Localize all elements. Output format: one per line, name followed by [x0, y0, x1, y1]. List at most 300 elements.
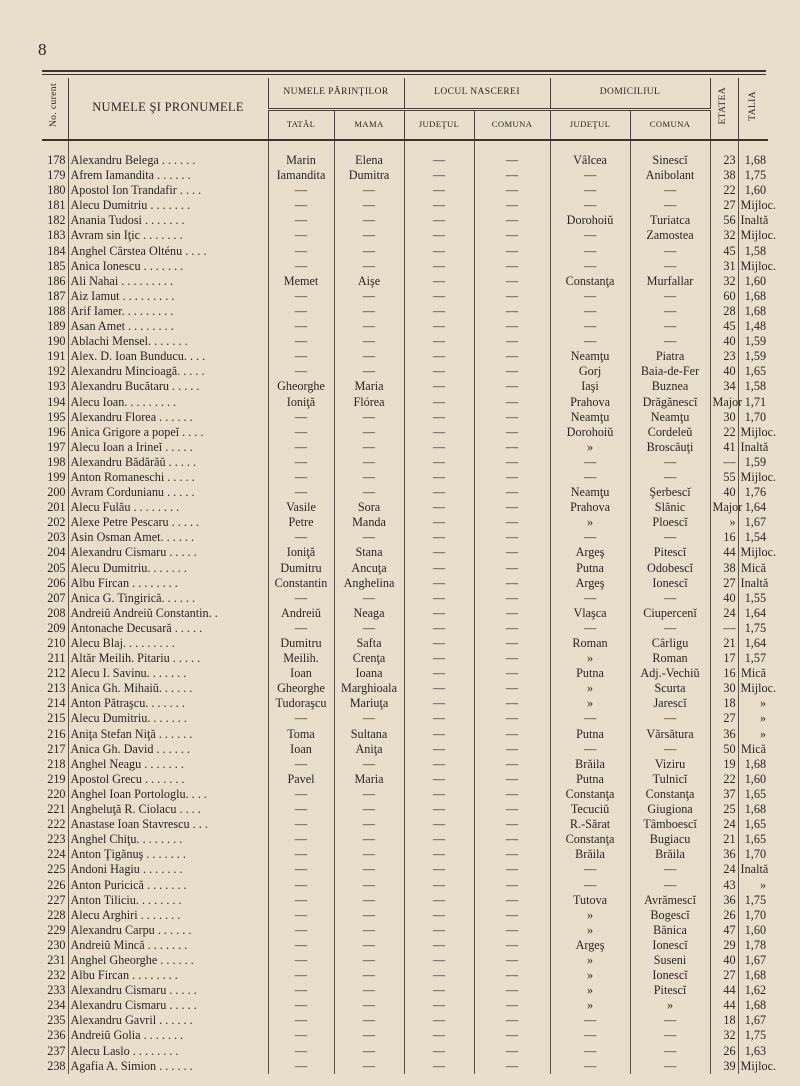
- mother-name: Stana: [334, 545, 404, 560]
- person-name: Albu Fircan . . . . . . . .: [68, 576, 268, 591]
- mother-name: —: [334, 802, 404, 817]
- domicile-commune: Baia-de-Fer: [630, 364, 710, 379]
- father-name: Dumitru: [268, 636, 334, 651]
- row-number: 201: [42, 500, 68, 515]
- row-number: 232: [42, 968, 68, 983]
- table-row: [42, 968, 768, 983]
- height: 1,64: [744, 605, 767, 620]
- father-name: Marin: [268, 153, 334, 168]
- row-number: 235: [42, 1013, 68, 1028]
- row-number: 202: [42, 515, 68, 530]
- domicile-county: »: [550, 515, 630, 530]
- father-name: —: [268, 410, 334, 425]
- father-name: —: [268, 470, 334, 485]
- row-number: 228: [42, 908, 68, 923]
- person-name: Alexandru Cismaru . . . . .: [68, 998, 268, 1013]
- mother-name: —: [334, 1028, 404, 1043]
- person-name: Alecu Dumitriu. . . . . . .: [68, 711, 268, 726]
- domicile-county: Dorohoiŭ: [550, 213, 630, 228]
- table-row: [42, 757, 768, 772]
- height: »: [759, 877, 767, 892]
- table-row: [42, 953, 768, 968]
- mother-name: —: [334, 938, 404, 953]
- age: 38: [710, 561, 738, 576]
- mother-name: —: [334, 530, 404, 545]
- birth-county: —: [404, 379, 474, 394]
- birth-commune: —: [474, 711, 550, 726]
- height: 1,58: [744, 379, 767, 394]
- domicile-commune: —: [630, 878, 710, 893]
- father-name: —: [268, 847, 334, 862]
- table-row: [42, 878, 768, 893]
- domicile-commune: —: [630, 862, 710, 877]
- table-row: [42, 198, 768, 213]
- person-name: Anghel Ioan Portologlu. . . .: [68, 787, 268, 802]
- father-name: —: [268, 938, 334, 953]
- row-number: 208: [42, 606, 68, 621]
- domicile-commune: —: [630, 183, 710, 198]
- domicile-county: —: [550, 1059, 630, 1074]
- table-row: [42, 817, 768, 832]
- header-age: ETATEA: [710, 78, 738, 140]
- domicile-county: —: [550, 1028, 630, 1043]
- domicile-county: —: [550, 621, 630, 636]
- age: 41: [710, 440, 738, 455]
- age: 21: [710, 636, 738, 651]
- domicile-commune: —: [630, 1044, 710, 1059]
- row-number: 192: [42, 364, 68, 379]
- mother-name: —: [334, 470, 404, 485]
- father-name: —: [268, 1059, 334, 1074]
- height: Mică: [740, 560, 767, 575]
- domicile-county: Putna: [550, 561, 630, 576]
- mother-name: —: [334, 213, 404, 228]
- row-number: 187: [42, 289, 68, 304]
- domicile-county: Tecuciŭ: [550, 802, 630, 817]
- age: 44: [710, 983, 738, 998]
- mother-name: —: [334, 349, 404, 364]
- row-number: 233: [42, 983, 68, 998]
- birth-commune: —: [474, 908, 550, 923]
- age: 40: [710, 953, 738, 968]
- table-row: [42, 530, 768, 545]
- header-dom-county: JUDEŢUL: [550, 110, 630, 141]
- person-name: Andreiŭ Mincă . . . . . . .: [68, 938, 268, 953]
- age: »: [710, 515, 738, 530]
- row-number: 185: [42, 259, 68, 274]
- domicile-county: »: [550, 983, 630, 998]
- birth-commune: —: [474, 259, 550, 274]
- age: 25: [710, 802, 738, 817]
- domicile-county: —: [550, 591, 630, 606]
- birth-commune: —: [474, 651, 550, 666]
- person-name: Aiz Iamut . . . . . . . . .: [68, 289, 268, 304]
- height: 1,68: [744, 153, 767, 167]
- father-name: —: [268, 787, 334, 802]
- birth-county: —: [404, 319, 474, 334]
- row-number: 212: [42, 666, 68, 681]
- domicile-county: Argeş: [550, 545, 630, 560]
- age: 16: [710, 530, 738, 545]
- mother-name: —: [334, 817, 404, 832]
- table-row: [42, 862, 768, 877]
- height: 1,67: [744, 515, 767, 530]
- age: 38: [710, 168, 738, 183]
- person-name: Afrem Iamandita . . . . . .: [68, 168, 268, 183]
- table-row: [42, 711, 768, 726]
- birth-county: —: [404, 500, 474, 515]
- age: 32: [710, 228, 738, 243]
- domicile-county: —: [550, 168, 630, 183]
- birth-county: —: [404, 681, 474, 696]
- table-row: [42, 606, 768, 621]
- birth-commune: —: [474, 666, 550, 681]
- table-row: [42, 561, 768, 576]
- birth-commune: —: [474, 696, 550, 711]
- domicile-county: —: [550, 862, 630, 877]
- age: 23: [710, 153, 738, 168]
- mother-name: Manda: [334, 515, 404, 530]
- height: 1,59: [744, 349, 767, 364]
- birth-county: —: [404, 364, 474, 379]
- mother-name: Sora: [334, 500, 404, 515]
- table-header: [42, 78, 768, 140]
- person-name: Anica Gh. Mihaiŭ. . . . . .: [68, 681, 268, 696]
- mother-name: —: [334, 1044, 404, 1059]
- table-row: [42, 213, 768, 228]
- father-name: —: [268, 832, 334, 847]
- mother-name: —: [334, 847, 404, 862]
- header-father: TATĂL: [268, 110, 334, 141]
- height: Inaltă: [740, 213, 769, 228]
- mother-name: —: [334, 485, 404, 500]
- domicile-county: »: [550, 968, 630, 983]
- father-name: —: [268, 455, 334, 470]
- height: Mică: [740, 666, 767, 681]
- row-number: 236: [42, 1028, 68, 1043]
- birth-commune: —: [474, 515, 550, 530]
- birth-county: —: [404, 1013, 474, 1028]
- table-row: [42, 998, 768, 1013]
- page-number: 8: [38, 40, 47, 59]
- person-name: Alexandru Gavril . . . . . .: [68, 1013, 268, 1028]
- height: 1,70: [744, 907, 767, 922]
- age: 21: [710, 832, 738, 847]
- row-number: 205: [42, 561, 68, 576]
- mother-name: —: [334, 953, 404, 968]
- father-name: —: [268, 213, 334, 228]
- height: »: [759, 726, 767, 741]
- person-name: Anghel Gheorghe . . . . . .: [68, 953, 268, 968]
- person-name: Alecu Arghiri . . . . . . .: [68, 908, 268, 923]
- domicile-commune: —: [630, 470, 710, 485]
- birth-commune: —: [474, 742, 550, 757]
- father-name: —: [268, 711, 334, 726]
- father-name: —: [268, 334, 334, 349]
- table-row: [42, 727, 768, 742]
- row-number: 226: [42, 878, 68, 893]
- domicile-commune: Bănica: [630, 923, 710, 938]
- height: Mijloc.: [740, 228, 777, 243]
- birth-commune: —: [474, 198, 550, 213]
- age: 50: [710, 742, 738, 757]
- person-name: Asan Amet . . . . . . . .: [68, 319, 268, 334]
- domicile-county: Iaşi: [550, 379, 630, 394]
- mother-name: —: [334, 862, 404, 877]
- birth-commune: —: [474, 455, 550, 470]
- birth-county: —: [404, 213, 474, 228]
- table-row: [42, 591, 768, 606]
- domicile-commune: Ionescĭ: [630, 576, 710, 591]
- row-number: 207: [42, 591, 68, 606]
- domicile-county: Argeş: [550, 938, 630, 953]
- father-name: —: [268, 530, 334, 545]
- birth-county: —: [404, 395, 474, 410]
- birth-county: —: [404, 425, 474, 440]
- domicile-commune: Turiatca: [630, 213, 710, 228]
- birth-county: —: [404, 485, 474, 500]
- birth-county: —: [404, 621, 474, 636]
- table-row: [42, 244, 768, 259]
- age: 36: [710, 727, 738, 742]
- domicile-commune: —: [630, 198, 710, 213]
- height: 1,62: [744, 983, 767, 998]
- age: 37: [710, 787, 738, 802]
- age: 39: [710, 1059, 738, 1074]
- domicile-commune: Avrămescĭ: [630, 893, 710, 908]
- height: Mijloc.: [740, 198, 777, 213]
- birth-county: —: [404, 802, 474, 817]
- domicile-commune: —: [630, 304, 710, 319]
- birth-commune: —: [474, 425, 550, 440]
- father-name: —: [268, 998, 334, 1013]
- birth-county: —: [404, 304, 474, 319]
- birth-county: —: [404, 908, 474, 923]
- height: Mijloc.: [740, 1058, 777, 1073]
- age: 31: [710, 259, 738, 274]
- birth-commune: —: [474, 757, 550, 772]
- birth-county: —: [404, 1059, 474, 1074]
- age: 23: [710, 349, 738, 364]
- domicile-county: Constanţa: [550, 787, 630, 802]
- mother-name: Flórea: [334, 395, 404, 410]
- person-name: Alecu Laslo . . . . . . . .: [68, 1044, 268, 1059]
- domicile-county: —: [550, 455, 630, 470]
- mother-name: —: [334, 198, 404, 213]
- mother-name: Safta: [334, 636, 404, 651]
- domicile-county: Constanţa: [550, 832, 630, 847]
- table-body: [42, 140, 777, 1074]
- row-number: 183: [42, 228, 68, 243]
- father-name: Pavel: [268, 772, 334, 787]
- height: »: [759, 711, 767, 726]
- mother-name: Elena: [334, 153, 404, 168]
- domicile-county: »: [550, 696, 630, 711]
- height: 1,64: [744, 636, 767, 650]
- domicile-commune: Piatra: [630, 349, 710, 364]
- person-name: Anton Ţigănuş . . . . . . .: [68, 847, 268, 862]
- birth-commune: —: [474, 244, 550, 259]
- birth-commune: —: [474, 213, 550, 228]
- birth-county: —: [404, 727, 474, 742]
- father-name: —: [268, 983, 334, 998]
- domicile-county: Prahova: [550, 500, 630, 515]
- height: Mijloc.: [740, 424, 777, 439]
- birth-commune: —: [474, 304, 550, 319]
- birth-commune: —: [474, 606, 550, 621]
- person-name: Alecu Blaj. . . . . . . . .: [68, 636, 268, 651]
- row-number: 234: [42, 998, 68, 1013]
- height: Inaltă: [740, 862, 769, 877]
- birth-county: —: [404, 289, 474, 304]
- height: 1,58: [744, 243, 767, 258]
- birth-commune: —: [474, 530, 550, 545]
- mother-name: —: [334, 228, 404, 243]
- birth-county: —: [404, 274, 474, 289]
- row-number: 238: [42, 1059, 68, 1074]
- row-number: 188: [42, 304, 68, 319]
- person-name: Avram Cordunianu . . . . .: [68, 485, 268, 500]
- height: 1,60: [744, 273, 767, 288]
- domicile-county: »: [550, 908, 630, 923]
- height: 1,60: [744, 771, 767, 786]
- birth-commune: —: [474, 1028, 550, 1043]
- father-name: Andreiŭ: [268, 606, 334, 621]
- table-row: [42, 938, 768, 953]
- birth-commune: —: [474, 410, 550, 425]
- header-parents: NUMELE PĂRINŢILOR: [268, 78, 404, 110]
- top-rule-thin: [42, 74, 766, 75]
- domicile-commune: Neamţu: [630, 410, 710, 425]
- age: 32: [710, 274, 738, 289]
- domicile-county: Neamţu: [550, 485, 630, 500]
- father-name: —: [268, 440, 334, 455]
- domicile-commune: Brăila: [630, 847, 710, 862]
- mother-name: Anghelina: [334, 576, 404, 591]
- domicile-commune: —: [630, 455, 710, 470]
- domicile-commune: Viziru: [630, 757, 710, 772]
- height: 1,65: [744, 786, 767, 801]
- domicile-commune: —: [630, 319, 710, 334]
- row-number: 193: [42, 379, 68, 394]
- father-name: —: [268, 304, 334, 319]
- domicile-commune: Cordeleŭ: [630, 425, 710, 440]
- table-row: [42, 168, 768, 183]
- domicile-county: —: [550, 304, 630, 319]
- age: 36: [710, 847, 738, 862]
- table-row: [42, 696, 768, 711]
- birth-county: —: [404, 711, 474, 726]
- domicile-commune: Giugiona: [630, 802, 710, 817]
- table-row: [42, 666, 768, 681]
- domicile-commune: Sinescĭ: [630, 153, 710, 168]
- domicile-commune: —: [630, 530, 710, 545]
- birth-county: —: [404, 455, 474, 470]
- domicile-commune: Bogescĭ: [630, 908, 710, 923]
- birth-county: —: [404, 183, 474, 198]
- domicile-commune: Broscăuţi: [630, 440, 710, 455]
- age: 17: [710, 651, 738, 666]
- spacer-row: [42, 140, 768, 153]
- row-number: 203: [42, 530, 68, 545]
- domicile-county: Vâlcea: [550, 153, 630, 168]
- father-name: —: [268, 1013, 334, 1028]
- height: 1,60: [744, 183, 767, 198]
- birth-commune: —: [474, 1044, 550, 1059]
- row-number: 189: [42, 319, 68, 334]
- age: 18: [710, 1013, 738, 1028]
- birth-county: —: [404, 847, 474, 862]
- domicile-commune: Adj.-Vechiŭ: [630, 666, 710, 681]
- age: 26: [710, 908, 738, 923]
- row-number: 218: [42, 757, 68, 772]
- table-row: [42, 1044, 768, 1059]
- domicile-commune: —: [630, 742, 710, 757]
- person-name: Anica G. Tingirică. . . . . .: [68, 591, 268, 606]
- table-row: [42, 304, 768, 319]
- father-name: —: [268, 953, 334, 968]
- table-row: [42, 440, 768, 455]
- age: 47: [710, 923, 738, 938]
- row-number: 206: [42, 576, 68, 591]
- person-name: Anghel Neagu . . . . . . .: [68, 757, 268, 772]
- height: Mijloc.: [740, 545, 777, 560]
- age: 40: [710, 334, 738, 349]
- age: 30: [710, 681, 738, 696]
- birth-county: —: [404, 696, 474, 711]
- age: 27: [710, 198, 738, 213]
- table-row: [42, 1059, 768, 1074]
- person-name: Alexandru Mincioagă. . . . .: [68, 364, 268, 379]
- birth-commune: —: [474, 274, 550, 289]
- birth-county: —: [404, 470, 474, 485]
- domicile-county: Tutova: [550, 893, 630, 908]
- domicile-county: »: [550, 923, 630, 938]
- table-row: [42, 923, 768, 938]
- row-number: 195: [42, 410, 68, 425]
- age: 28: [710, 304, 738, 319]
- mother-name: —: [334, 621, 404, 636]
- row-number: 194: [42, 395, 68, 410]
- father-name: —: [268, 591, 334, 606]
- age: 24: [710, 606, 738, 621]
- mother-name: —: [334, 983, 404, 998]
- birth-commune: —: [474, 636, 550, 651]
- domicile-county: »: [550, 651, 630, 666]
- domicile-county: »: [550, 998, 630, 1013]
- table-row: [42, 621, 768, 636]
- mother-name: —: [334, 259, 404, 274]
- height: 1,67: [744, 952, 767, 967]
- mother-name: Aniţa: [334, 742, 404, 757]
- row-number: 180: [42, 183, 68, 198]
- father-name: Ioan: [268, 742, 334, 757]
- birth-county: —: [404, 198, 474, 213]
- domicile-county: —: [550, 228, 630, 243]
- domicile-commune: Roman: [630, 651, 710, 666]
- table-row: [42, 772, 768, 787]
- mother-name: —: [334, 998, 404, 1013]
- birth-commune: —: [474, 485, 550, 500]
- domicile-county: —: [550, 259, 630, 274]
- birth-commune: —: [474, 998, 550, 1013]
- row-number: 209: [42, 621, 68, 636]
- row-number: 186: [42, 274, 68, 289]
- birth-commune: —: [474, 878, 550, 893]
- domicile-county: —: [550, 711, 630, 726]
- person-name: Aniţa Stefan Niţă . . . . . .: [68, 727, 268, 742]
- person-name: Anica Ionescu . . . . . . .: [68, 259, 268, 274]
